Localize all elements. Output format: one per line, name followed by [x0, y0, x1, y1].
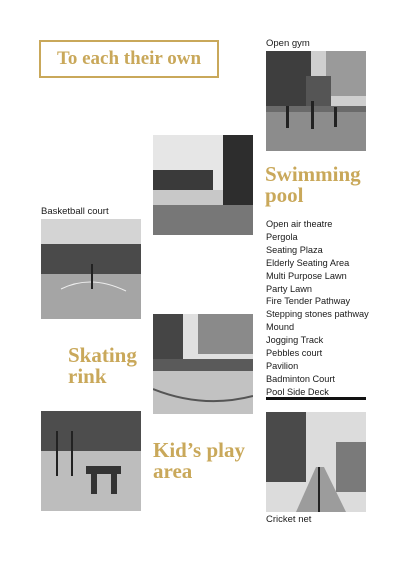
list-item: Badminton Court	[266, 373, 335, 384]
cricket-net-photo	[266, 412, 366, 512]
list-item: Pebbles court	[266, 348, 323, 359]
list-item: Pergola	[266, 231, 298, 242]
skating-rink-heading: Skating rink	[68, 343, 137, 388]
basketball-court-photo	[41, 219, 141, 319]
open-gym-caption: Open gym	[266, 38, 310, 49]
list-item: Seating Plaza	[266, 244, 323, 255]
list-item: Jogging Track	[266, 335, 324, 346]
list-item: Pool Side Deck	[266, 386, 329, 397]
list-item: Elderly Seating Area	[266, 257, 350, 268]
list-item: Fire Tender Pathway	[266, 296, 351, 307]
cricket-net-caption: Cricket net	[266, 514, 312, 525]
kids-play-area-heading: Kid’s play area	[153, 438, 245, 483]
title-box	[39, 40, 219, 78]
list-item: Mound	[266, 322, 295, 333]
basketball-court-caption: Basketball court	[41, 206, 109, 217]
swimming-pool-photo	[153, 135, 253, 235]
list-item: Party Lawn	[266, 283, 312, 294]
list-divider	[266, 397, 366, 400]
list-item: Pavilion	[266, 360, 299, 371]
open-gym-photo	[266, 51, 366, 151]
list-item: Open air theatre	[266, 219, 333, 229]
amenities-list	[266, 218, 369, 399]
kids-play-area-photo	[41, 411, 141, 511]
list-item: Stepping stones pathway	[266, 309, 369, 320]
list-item: Multi Purpose Lawn	[266, 270, 347, 281]
page-title: To each their own	[56, 48, 202, 69]
skating-rink-photo	[153, 314, 253, 414]
swimming-pool-heading: Swimming pool	[265, 162, 361, 207]
